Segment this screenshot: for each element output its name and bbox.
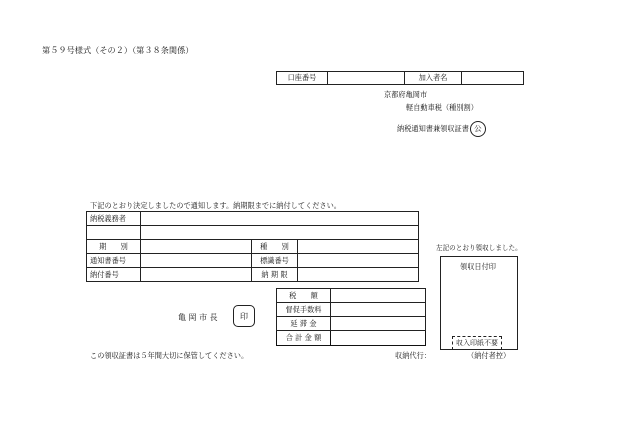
stamp-free-label: 収入印紙不要 — [452, 336, 502, 350]
kind-field[interactable] — [298, 240, 419, 254]
payer-copy-label: （納付者控） — [467, 351, 511, 360]
subscriber-name-field[interactable] — [462, 72, 524, 85]
due-date-field[interactable] — [298, 268, 419, 282]
payment-number-label: 納付番号 — [87, 268, 141, 282]
date-stamp-label: 領収日付印 — [460, 262, 496, 271]
official-mark-icon: 公 — [470, 121, 486, 137]
notice-number-field[interactable] — [141, 254, 252, 268]
keep-note: この領収証書は５年間大切に保管してください。 — [90, 351, 249, 360]
period-label: 期 別 — [87, 240, 141, 254]
subscriber-name-label: 加入者名 — [405, 72, 462, 85]
taxpayer-blank-field[interactable] — [141, 226, 419, 240]
agent-label: 収納代行： — [395, 351, 431, 360]
amount-table — [276, 288, 426, 346]
taxpayer-label: 納税義務者 — [87, 212, 141, 226]
notice-text: 下記のとおり決定しましたので通知します。納期限までに納付してください。 — [90, 201, 341, 210]
account-number-field[interactable] — [328, 72, 405, 85]
notice-number-label: 通知書番号 — [87, 254, 141, 268]
delay-charge-label: 延 滞 金 — [277, 317, 331, 331]
account-number-label: 口座番号 — [277, 72, 328, 85]
period-field[interactable] — [141, 240, 252, 254]
kind-label: 種 別 — [252, 240, 298, 254]
dunning-fee-label: 督促手数料 — [277, 303, 331, 317]
payment-number-field[interactable] — [141, 268, 252, 282]
dunning-fee-field[interactable] — [331, 303, 426, 317]
tax-amount-label: 税 額 — [277, 289, 331, 303]
delay-charge-field[interactable] — [331, 317, 426, 331]
seal-stamp: 印 — [233, 305, 255, 327]
document-name — [397, 121, 486, 137]
account-table — [276, 71, 524, 85]
tax-amount-field[interactable] — [331, 289, 426, 303]
receipt-stamp-box — [440, 256, 518, 350]
plate-number-field[interactable] — [298, 254, 419, 268]
taxpayer-blank-label — [87, 226, 141, 240]
tax-name: 軽自動車税（種別割） — [406, 103, 478, 112]
due-date-label: 納 期 限 — [252, 268, 298, 282]
form-title: 第５９号様式（その２）（第３８条関係） — [42, 45, 194, 55]
plate-number-label: 標識番号 — [252, 254, 298, 268]
taxpayer-field[interactable] — [141, 212, 419, 226]
detail-table — [86, 211, 419, 282]
total-amount-label: 合 計 金 額 — [277, 331, 331, 346]
total-amount-field[interactable] — [331, 331, 426, 346]
city-name: 京都府亀岡市 — [384, 90, 428, 99]
mayor-label: 亀 岡 市 長 — [178, 313, 218, 322]
document-name-text: 納税通知書兼領収証書 — [397, 124, 469, 133]
received-text: 左記のとおり領収しました。 — [436, 244, 522, 252]
